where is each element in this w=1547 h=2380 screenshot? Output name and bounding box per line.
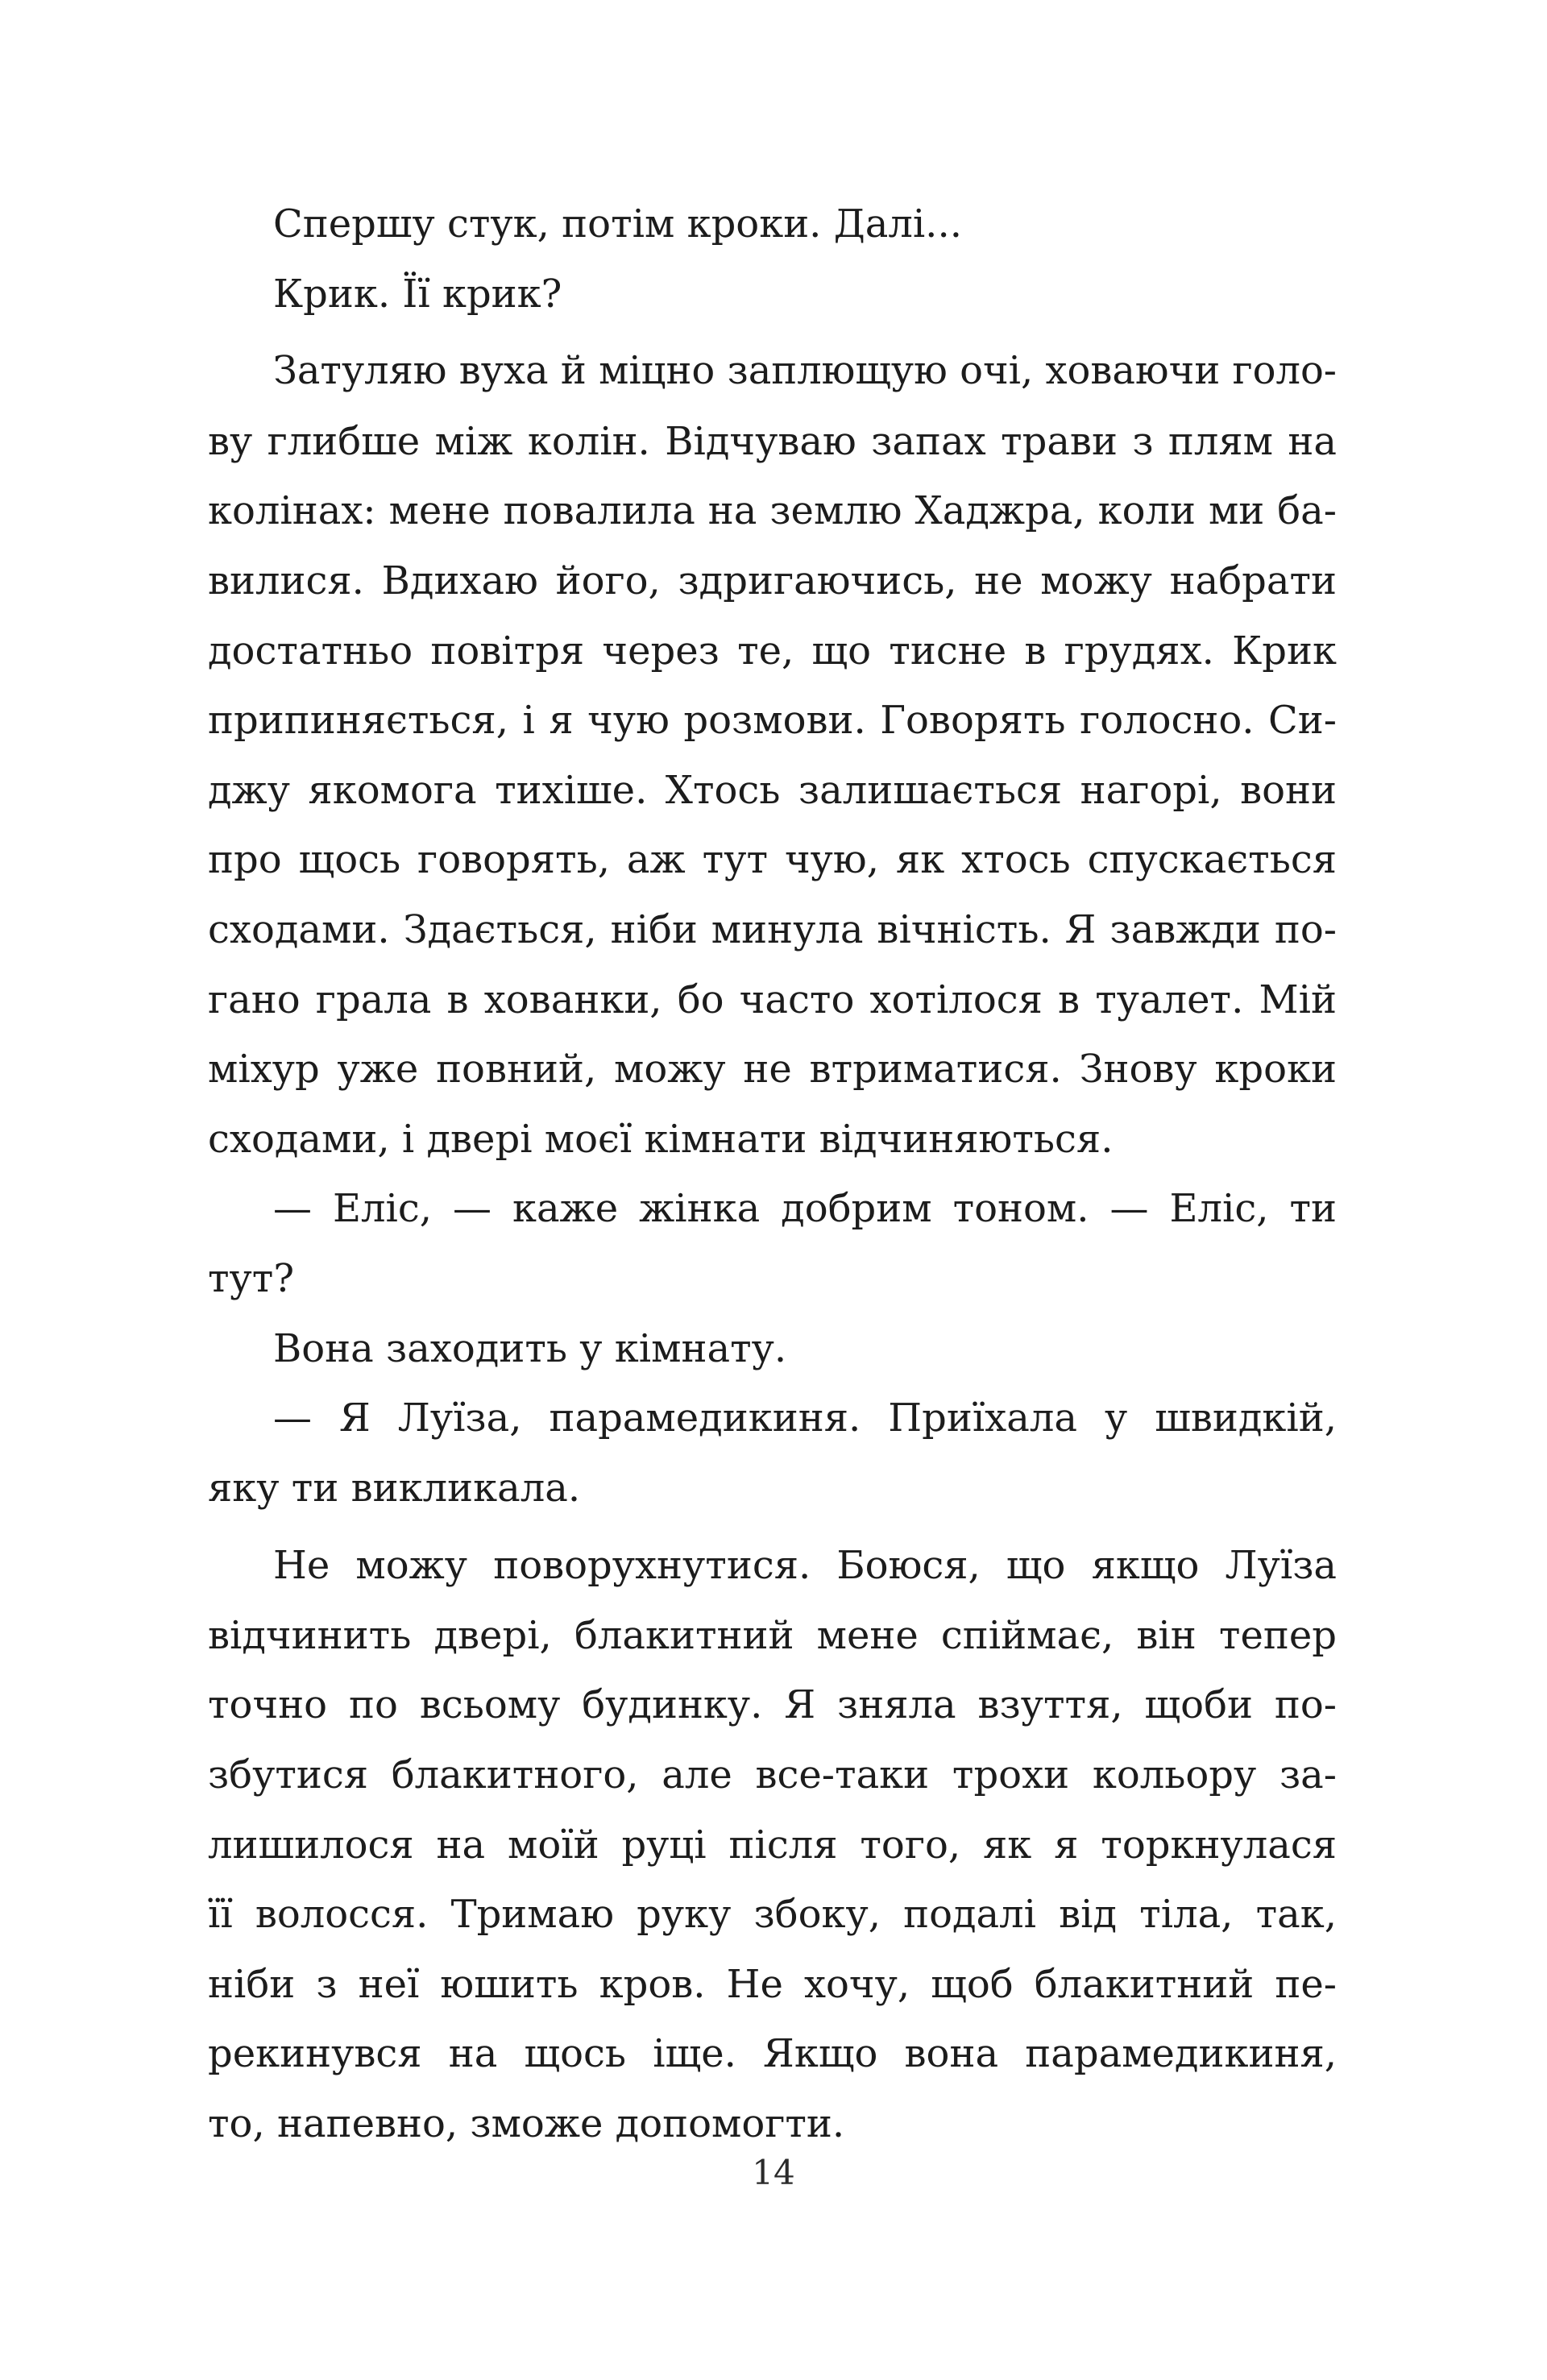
text-line: її волосся. Тримаю руку збоку, подалі від тіла, так, [208, 1892, 1337, 1938]
text-line: джу якомога тихіше. Хтось залишається нагорі, вони [208, 767, 1337, 813]
text-line: про щось говорять, аж тут чую, як хтось спускається [208, 837, 1337, 883]
text-line: — Еліс, — каже жінка добрим тоном. — Еліс, ти [273, 1186, 1337, 1232]
page-number: 14 [752, 2153, 795, 2192]
text-line: яку ти викликала. [208, 1465, 581, 1511]
text-line: Вона заходить у кімнату. [273, 1325, 787, 1371]
text-line: рекинувся на щось іще. Якщо вона парамедикиня, [208, 2031, 1337, 2077]
text-line: точно по всьому будинку. Я зняла взуття, щоби по- [208, 1682, 1337, 1728]
text-line: тут? [208, 1255, 295, 1301]
text-line: вилися. Вдихаю його, здригаючись, не можу набрати [208, 558, 1337, 603]
text-line: міхур уже повний, можу не втриматися. Знову кроки [208, 1047, 1337, 1093]
body-text [208, 189, 1337, 2159]
text-line: гано грала в хованки, бо часто хотілося в туалет. Мій [208, 976, 1337, 1022]
text-line: сходами. Здається, ніби минула вічність. Я завжди по- [208, 906, 1337, 952]
text-line: сходами, і двері моєї кімнати відчиняються. [208, 1116, 1114, 1162]
text-line: ву глибше між колін. Відчуваю запах трави з плям на [208, 418, 1337, 464]
text-line: лишилося на моїй руці після того, як я торкнулася [208, 1822, 1337, 1868]
text-line: — Я Луїза, парамедикиня. Приїхала у швидкій, [273, 1395, 1337, 1441]
text-line: збутися блакитного, але все-таки трохи кольору за- [208, 1752, 1337, 1798]
text-line: то, напевно, зможе допомогти. [208, 2101, 845, 2147]
text-line: достатньо повітря через те, що тисне в грудях. Крик [208, 628, 1337, 674]
text-line: Не можу поворухнутися. Боюся, що якщо Луїза [273, 1543, 1337, 1589]
text-line: ніби з неї юшить кров. Не хочу, щоб блакитний пе- [208, 1961, 1337, 2007]
text-line: колінах: мене повалила на землю Хаджра, коли ми ба- [208, 488, 1337, 534]
text-line: Затуляю вуха й міцно заплющую очі, ховаючи голо- [273, 349, 1337, 394]
text-line: припиняється, і я чую розмови. Говорять голосно. Си- [208, 698, 1337, 744]
text-line: відчинить двері, блакитний мене спіймає, він тепер [208, 1612, 1337, 1658]
text-line: Спершу стук, потім кроки. Далі... [273, 201, 962, 247]
text-line: Крик. Її крик? [273, 271, 562, 317]
